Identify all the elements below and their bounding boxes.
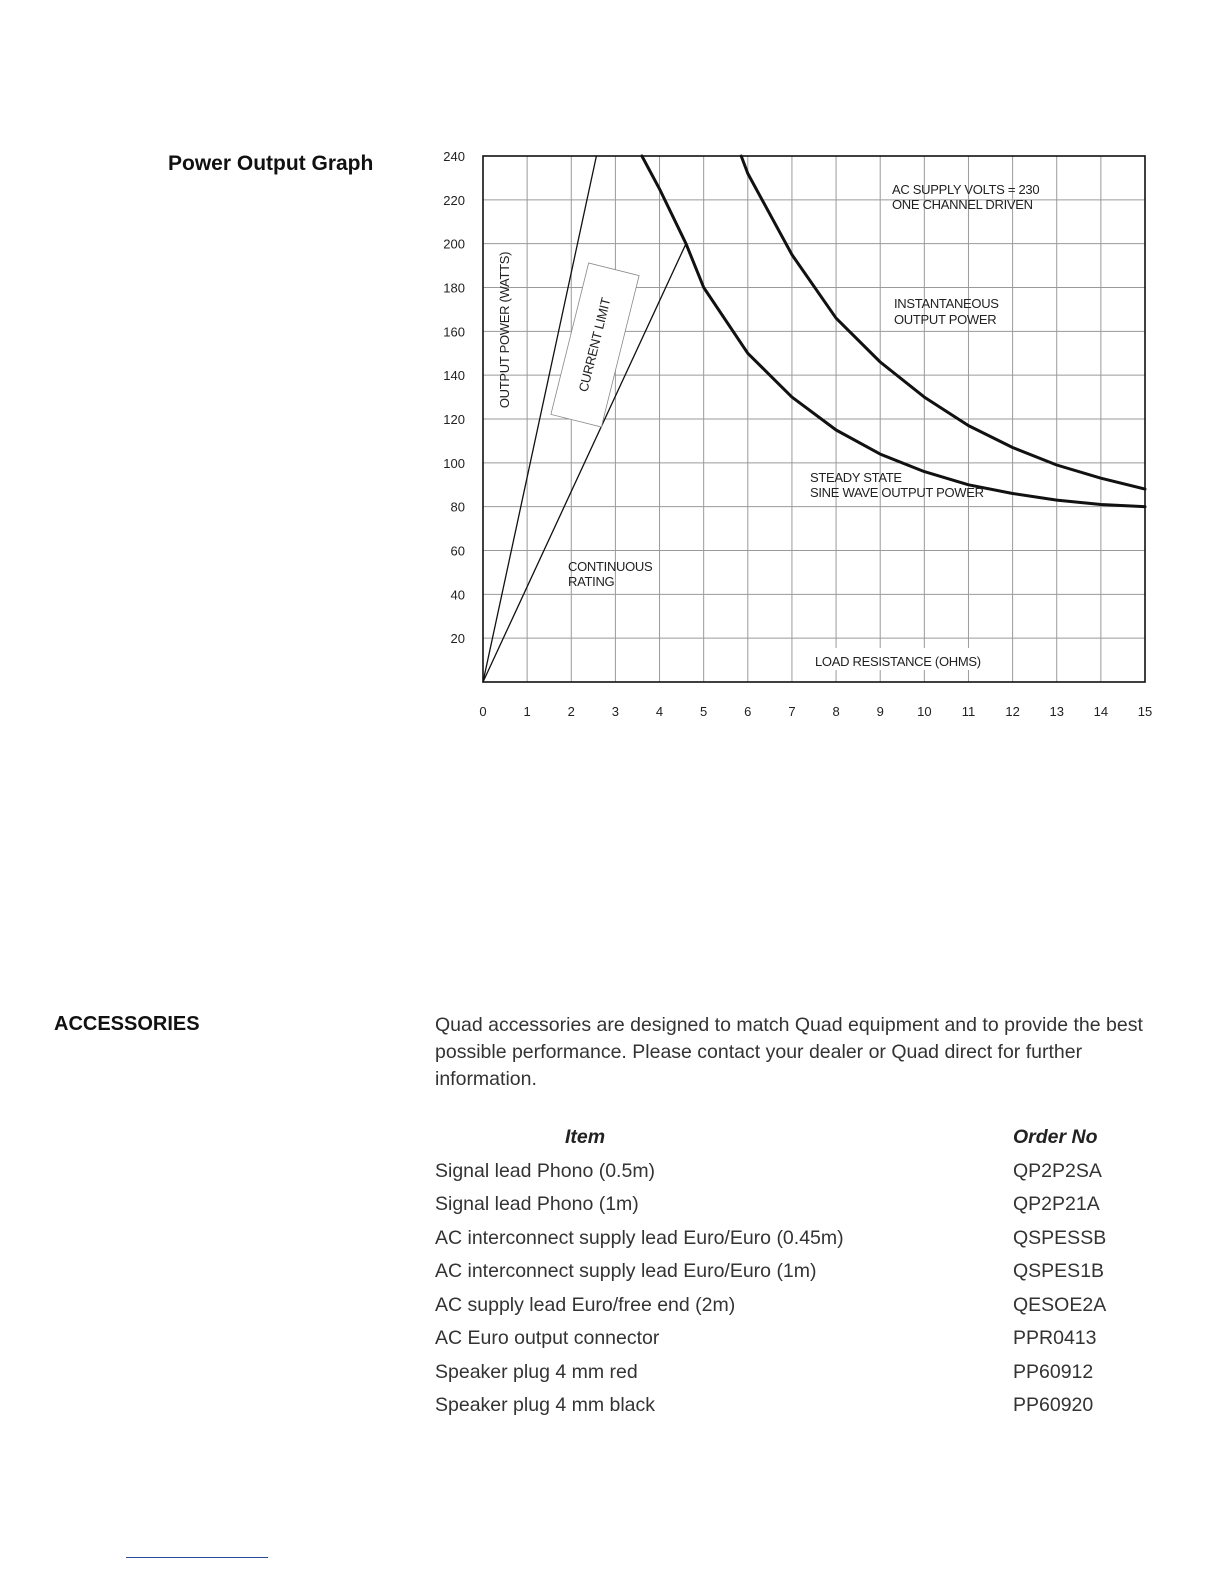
x-tick-label: 5 [700,704,708,719]
y-tick-label: 60 [450,543,465,559]
item-cell: AC supply lead Euro/free end (2m) [435,1293,736,1316]
chart-annotations [497,182,1039,670]
x-tick-label: 12 [1005,704,1020,719]
x-tick-label: 6 [744,704,752,719]
y-tick-label: 100 [443,455,465,471]
chart-ticks [443,149,1152,719]
y-tick-label: 240 [443,149,465,164]
order-no-cell: QSPESSB [1013,1226,1107,1249]
x-tick-label: 4 [655,704,664,719]
order-no-cell: QP2P21A [1013,1193,1100,1215]
table-row [435,1357,1155,1391]
item-cell: Signal lead Phono (1m) [435,1193,639,1215]
annotation-continuous-1: CONTINUOUS [568,559,653,574]
x-tick-label: 13 [1049,704,1064,719]
y-axis-label: OUTPUT POWER (WATTS) [497,251,512,409]
annotation-steady-state-2: SINE WAVE OUTPUT POWER [810,485,984,500]
annotation-supply-volts: AC SUPPLY VOLTS = 230 [892,182,1040,197]
x-tick-label: 14 [1093,704,1109,719]
x-tick-label: 1 [523,704,531,719]
power-output-chart [420,140,1180,730]
y-tick-label: 220 [443,192,465,208]
order-no-cell: PP60920 [1013,1394,1094,1416]
item-column-header: Item [565,1126,606,1148]
annotation-current-limit: CURRENT LIMIT [575,296,614,394]
x-tick-label: 10 [917,704,932,719]
order-no-cell: PPR0413 [1013,1327,1097,1349]
x-tick-label: 15 [1137,704,1153,719]
y-tick-label: 40 [450,587,465,603]
y-tick-label: 140 [443,368,465,384]
annotation-one-channel: ONE CHANNEL DRIVEN [892,197,1033,212]
accessories-heading: ACCESSORIES [54,1013,200,1035]
x-tick-label: 2 [567,704,575,719]
table-row [435,1223,1155,1257]
accessories-intro: Quad accessories are designed to match Quad equipment and to provide the best possible performance. Please contact your dealer or Quad direct for further information. [435,1014,1143,1090]
y-tick-label: 180 [443,280,465,296]
order-no-cell: QESOE2A [1013,1293,1107,1316]
item-cell: Speaker plug 4 mm red [435,1360,638,1383]
table-row [435,1390,1155,1424]
annotation-continuous-2: RATING [568,574,615,589]
item-cell: AC interconnect supply lead Euro/Euro (1m) [435,1260,817,1282]
annotation-instantaneous-1: INSTANTANEOUS [894,296,999,311]
x-tick-label: 3 [611,704,620,719]
y-tick-label: 20 [450,631,465,647]
y-tick-label: 200 [443,236,465,252]
annotation-instantaneous-2: OUTPUT POWER [894,312,997,327]
x-tick-label: 11 [961,704,976,719]
order-no-column-header: Order No [1013,1126,1098,1148]
y-tick-label: 160 [443,324,465,340]
annotation-steady-state-1: STEADY STATE [810,470,902,485]
x-axis-label: LOAD RESISTANCE (OHMS) [815,654,981,669]
x-tick-label: 7 [788,704,796,719]
table-row [435,1256,1155,1290]
x-tick-label: 8 [832,704,840,719]
table-row [435,1290,1155,1324]
footer-rule [126,1557,268,1558]
y-tick-label: 80 [450,499,465,515]
x-tick-label: 0 [479,704,487,719]
order-no-cell: PP60912 [1013,1360,1094,1383]
item-cell: AC Euro output connector [435,1327,660,1349]
accessories-table [435,1122,1155,1424]
table-row [435,1156,1155,1190]
y-tick-label: 120 [443,412,465,427]
table-header [435,1122,1155,1156]
item-cell: Signal lead Phono (0.5m) [435,1159,656,1182]
order-no-cell: QSPES1B [1013,1260,1105,1282]
table-row [435,1323,1155,1357]
power-output-graph-heading: Power Output Graph [168,152,374,175]
table-row [435,1189,1155,1223]
item-cell: AC interconnect supply lead Euro/Euro (0.45m) [435,1226,844,1249]
item-cell: Speaker plug 4 mm black [435,1394,656,1416]
x-tick-label: 9 [876,704,884,719]
order-no-cell: QP2P2SA [1013,1159,1102,1182]
